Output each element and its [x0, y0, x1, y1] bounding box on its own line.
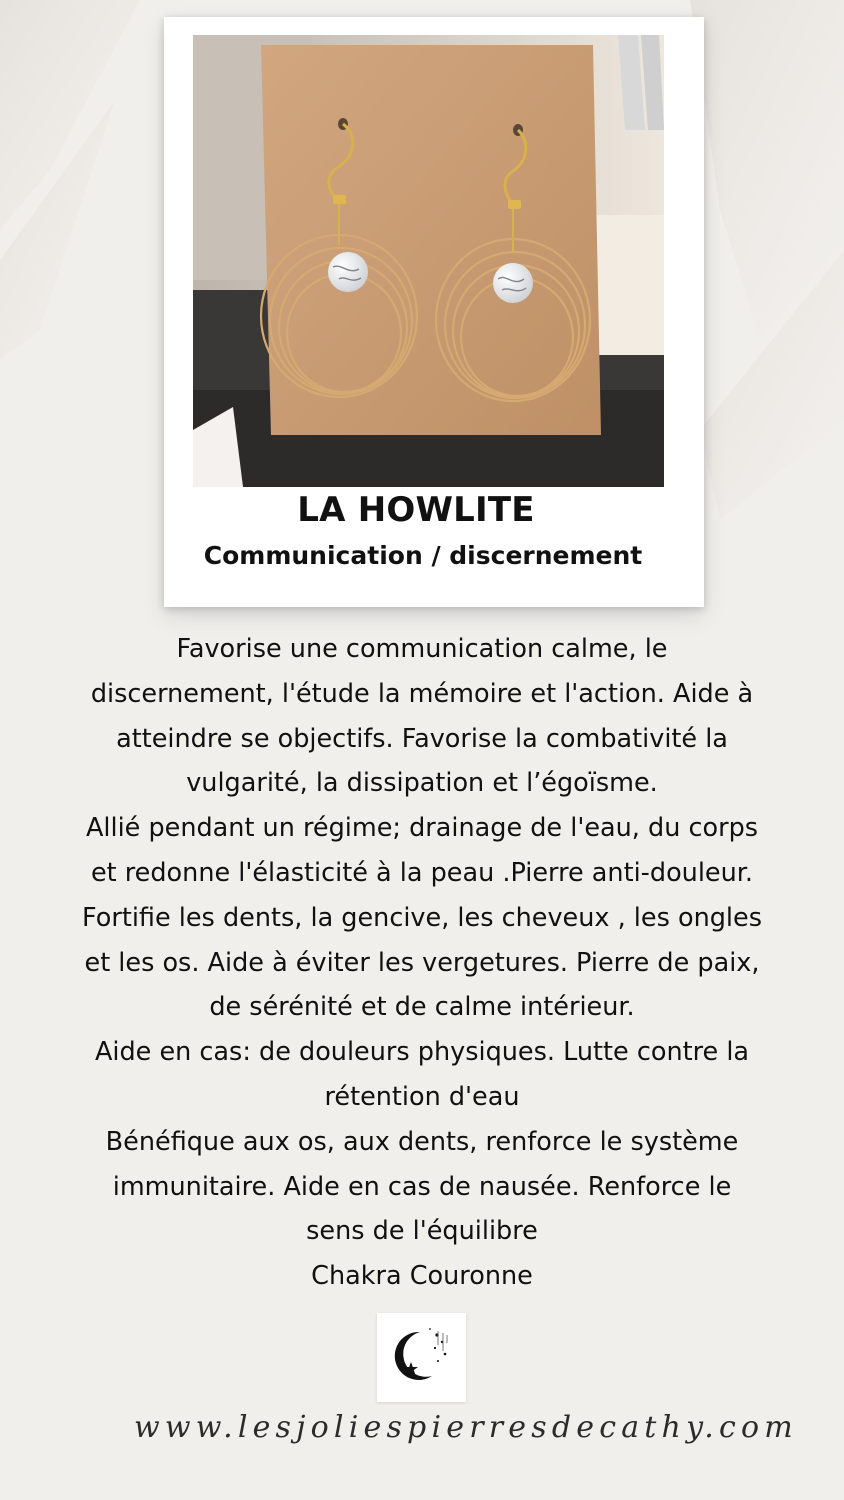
- stone-subtitle: Communication / discernement: [203, 541, 643, 570]
- description-line: discernement, l'étude la mémoire et l'action. Aide à: [90, 678, 754, 709]
- stone-title: LA HOWLITE: [297, 490, 535, 530]
- description-line: sens de l'équilibre: [306, 1216, 538, 1247]
- description-line: Fortifie les dents, la gencive, les cheveux , les ongles: [82, 902, 762, 933]
- description-line: et les os. Aide à éviter les vergetures. Pierre de paix,: [84, 947, 760, 978]
- description-line: et redonne l'élasticité à la peau .Pierre anti-douleur.: [90, 857, 754, 888]
- stone-description: [30, 627, 814, 1299]
- description-line: rétention d'eau: [324, 1081, 520, 1112]
- description-line: de sérénité et de calme intérieur.: [209, 992, 635, 1023]
- description-line: Aide en cas: de douleurs physiques. Lutte contre la: [94, 1037, 750, 1068]
- description-line: vulgarité, la dissipation et l’égoïsme.: [186, 768, 658, 799]
- description-line: atteindre se objectifs. Favorise la combativité la: [116, 723, 728, 754]
- description-line: immunitaire. Aide en cas de nausée. Renforce le: [112, 1171, 732, 1202]
- description-line: Bénéfique aux os, aux dents, renforce le système: [105, 1126, 739, 1157]
- description-line: Allié pendant un régime; drainage de l'eau, du corps: [85, 813, 759, 844]
- website-url: www.lesjoliespierresdecathy.com: [134, 1410, 798, 1445]
- description-line: Favorise une communication calme, le: [176, 634, 668, 664]
- earrings-photo: [193, 35, 664, 487]
- crescent-moon-logo-icon: [377, 1313, 466, 1402]
- description-line: Chakra Couronne: [311, 1261, 533, 1292]
